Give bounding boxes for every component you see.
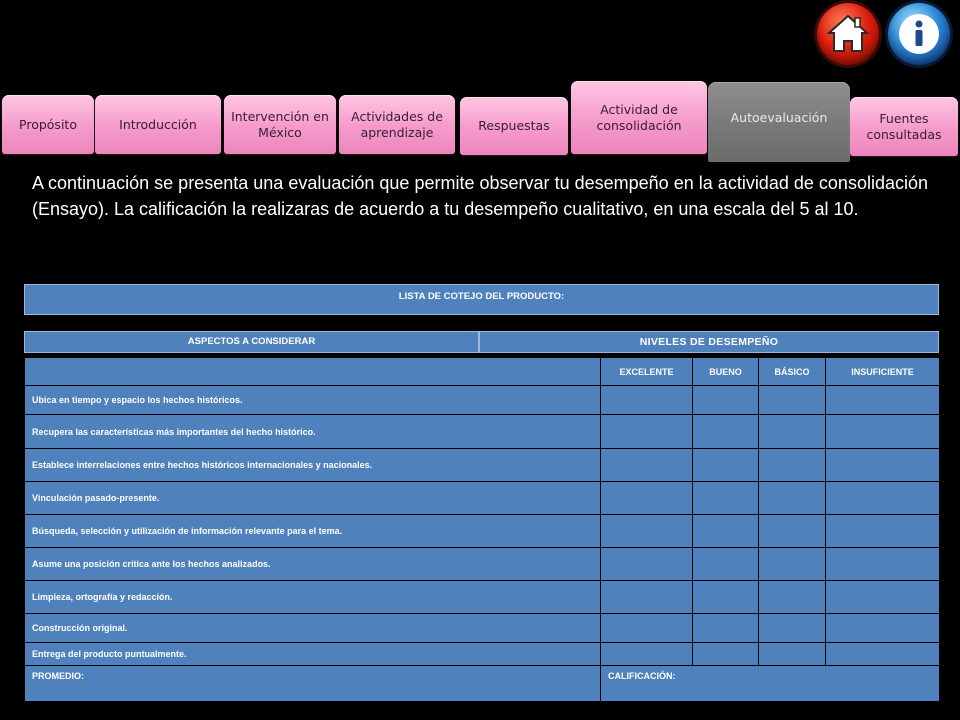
level-bueno: BUENO: [693, 358, 759, 386]
cell-excelente[interactable]: [601, 415, 693, 449]
checklist-title: LISTA DE COTEJO DEL PRODUCTO:: [24, 284, 939, 315]
aspect-label: Recupera las características más importantes del hecho histórico.: [25, 415, 601, 449]
cell-excelente[interactable]: [601, 515, 693, 548]
cell-insuficiente[interactable]: [826, 386, 940, 415]
tab-proposito[interactable]: Propósito: [2, 95, 94, 154]
table-row: [25, 449, 940, 482]
cell-basico[interactable]: [759, 482, 826, 515]
table-row: [25, 643, 940, 666]
cell-bueno[interactable]: [693, 581, 759, 614]
tab-intervencion-en-mexico[interactable]: Intervención en México: [224, 95, 336, 154]
home-button[interactable]: [817, 3, 879, 65]
table-row: [25, 581, 940, 614]
cell-basico[interactable]: [759, 449, 826, 482]
cell-insuficiente[interactable]: [826, 482, 940, 515]
aspects-header: ASPECTOS A CONSIDERAR: [24, 331, 479, 353]
checklist-table: [24, 357, 940, 702]
cell-excelente[interactable]: [601, 614, 693, 643]
cell-excelente[interactable]: [601, 548, 693, 581]
cell-insuficiente[interactable]: [826, 449, 940, 482]
cell-basico[interactable]: [759, 386, 826, 415]
level-basico: BÁSICO: [759, 358, 826, 386]
calificacion-label: CALIFICACIÓN:: [601, 666, 940, 702]
aspect-label: Entrega del producto puntualmente.: [25, 643, 601, 666]
cell-insuficiente[interactable]: [826, 515, 940, 548]
cell-bueno[interactable]: [693, 643, 759, 666]
cell-insuficiente[interactable]: [826, 581, 940, 614]
table-row: [25, 614, 940, 643]
level-insuficiente: INSUFICIENTE: [826, 358, 940, 386]
cell-bueno[interactable]: [693, 482, 759, 515]
table-row: [25, 515, 940, 548]
cell-basico[interactable]: [759, 415, 826, 449]
cell-bueno[interactable]: [693, 548, 759, 581]
table-row: [25, 482, 940, 515]
cell-basico[interactable]: [759, 643, 826, 666]
aspect-label: Asume una posición crítica ante los hechos analizados.: [25, 548, 601, 581]
tab-actividad-de-consolidacion[interactable]: Actividad de consolidación: [571, 81, 707, 154]
table-row: [25, 415, 940, 449]
intro-paragraph: A continuación se presenta una evaluación que permite observar tu desempeño en la actividad de consolidación (Ensayo). La calificación la realizaras de acuerdo a tu desempeño cualitativo, en una escala del 5 al 10.: [32, 173, 928, 219]
cell-bueno[interactable]: [693, 614, 759, 643]
cell-excelente[interactable]: [601, 449, 693, 482]
table-row: [25, 548, 940, 581]
tab-autoevaluacion[interactable]: Autoevaluación: [708, 82, 850, 162]
info-button[interactable]: [888, 3, 950, 65]
cell-insuficiente[interactable]: [826, 643, 940, 666]
aspect-label: Limpieza, ortografía y redacción.: [25, 581, 601, 614]
levels-header: NIVELES DE DESEMPEÑO: [479, 331, 939, 353]
tab-introduccion[interactable]: Introducción: [95, 95, 221, 154]
tab-fuentes-consultadas[interactable]: Fuentes consultadas: [850, 97, 958, 156]
cell-excelente[interactable]: [601, 581, 693, 614]
cell-bueno[interactable]: [693, 515, 759, 548]
table-row: [25, 386, 940, 415]
promedio-label: PROMEDIO:: [25, 666, 601, 702]
cell-basico[interactable]: [759, 614, 826, 643]
cell-insuficiente[interactable]: [826, 415, 940, 449]
aspect-label: Construcción original.: [25, 614, 601, 643]
aspect-label: Vinculación pasado-presente.: [25, 482, 601, 515]
levels-row-spacer: [25, 358, 601, 386]
tab-actividades-de-aprendizaje[interactable]: Actividades de aprendizaje: [339, 95, 455, 154]
cell-excelente[interactable]: [601, 643, 693, 666]
aspect-label: Establece interrelaciones entre hechos históricos internacionales y nacionales.: [25, 449, 601, 482]
cell-basico[interactable]: [759, 581, 826, 614]
aspect-label: Búsqueda, selección y utilización de información relevante para el tema.: [25, 515, 601, 548]
cell-bueno[interactable]: [693, 449, 759, 482]
level-excelente: EXCELENTE: [601, 358, 693, 386]
cell-bueno[interactable]: [693, 386, 759, 415]
cell-basico[interactable]: [759, 548, 826, 581]
home-icon: [817, 3, 879, 65]
info-icon: [888, 3, 950, 65]
cell-excelente[interactable]: [601, 386, 693, 415]
cell-insuficiente[interactable]: [826, 548, 940, 581]
cell-excelente[interactable]: [601, 482, 693, 515]
cell-bueno[interactable]: [693, 415, 759, 449]
tab-respuestas[interactable]: Respuestas: [460, 97, 568, 155]
aspect-label: Ubica en tiempo y espacio los hechos históricos.: [25, 386, 601, 415]
cell-basico[interactable]: [759, 515, 826, 548]
summary-row: [25, 666, 940, 702]
cell-insuficiente[interactable]: [826, 614, 940, 643]
levels-row: [25, 358, 940, 386]
